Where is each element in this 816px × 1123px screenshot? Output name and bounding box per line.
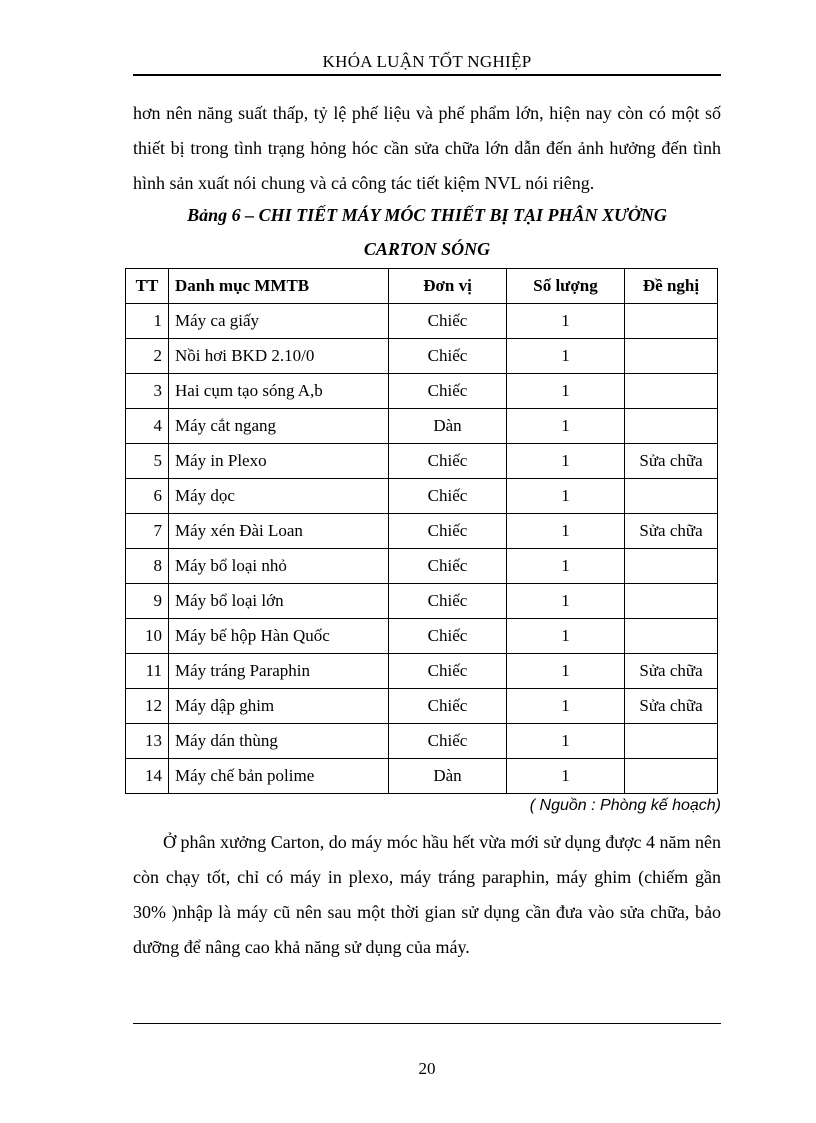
unit-cell: Chiếc: [389, 339, 507, 374]
equipment-name-cell: Hai cụm tạo sóng A,b: [169, 374, 389, 409]
body-paragraph: Ở phân xưởng Carton, do máy móc hầu hết vừa mới sử dụng được 4 năm nên còn chạy tốt, chỉ có máy in plexo, máy tráng paraphin, máy ghim (chiếm gần 30% )nhập là máy cũ nên sau một thời gian sử dụng cần đưa vào sửa chữa, bảo dưỡng để nâng cao khả năng sử dụng của máy.: [133, 832, 721, 957]
equipment-name-cell: Máy bổ loại lớn: [169, 584, 389, 619]
row-number-cell: 1: [126, 304, 169, 339]
table-row: [126, 759, 718, 794]
row-number-cell: 9: [126, 584, 169, 619]
quantity-cell: 1: [507, 479, 625, 514]
header-equipment-name: Danh mục MMTB: [169, 269, 389, 304]
proposal-cell: [625, 724, 718, 759]
quantity-cell: 1: [507, 444, 625, 479]
equipment-name-cell: Máy dập ghim: [169, 689, 389, 724]
proposal-cell: [625, 479, 718, 514]
quantity-cell: 1: [507, 549, 625, 584]
equipment-name-cell: Máy xén Đài Loan: [169, 514, 389, 549]
table-row: [126, 374, 718, 409]
footer-divider: [133, 1023, 721, 1024]
source-note: ( Nguồn : Phòng kế hoạch): [529, 797, 721, 814]
table-header-row: [126, 269, 718, 304]
quantity-cell: 1: [507, 724, 625, 759]
row-number-cell: 2: [126, 339, 169, 374]
table-row: [126, 549, 718, 584]
quantity-cell: 1: [507, 584, 625, 619]
proposal-cell: [625, 619, 718, 654]
row-number-cell: 4: [126, 409, 169, 444]
equipment-name-cell: Máy dọc: [169, 479, 389, 514]
table-row: [126, 409, 718, 444]
proposal-cell: [625, 409, 718, 444]
equipment-name-cell: Máy ca giấy: [169, 304, 389, 339]
unit-cell: Dàn: [389, 759, 507, 794]
table-row: [126, 479, 718, 514]
table-row: [126, 514, 718, 549]
proposal-cell: [625, 584, 718, 619]
equipment-name-cell: Máy dán thùng: [169, 724, 389, 759]
equipment-name-cell: Máy in Plexo: [169, 444, 389, 479]
unit-cell: Chiếc: [389, 304, 507, 339]
unit-cell: Dàn: [389, 409, 507, 444]
equipment-name-cell: Máy chế bản polime: [169, 759, 389, 794]
equipment-name-cell: Máy bế hộp Hàn Quốc: [169, 619, 389, 654]
proposal-cell: [625, 339, 718, 374]
row-number-cell: 3: [126, 374, 169, 409]
table-row: [126, 654, 718, 689]
unit-cell: Chiếc: [389, 444, 507, 479]
table-row: [126, 339, 718, 374]
intro-paragraph: hơn nên năng suất thấp, tỷ lệ phế liệu và phế phẩm lớn, hiện nay còn có một số thiết bị trong tình trạng hỏng hóc cần sửa chữa lớn dẫn đến ảnh hưởng đến tình hình sản xuất nói chung và cả công tác tiết kiệm NVL nói riêng.: [133, 103, 721, 193]
equipment-table: [125, 268, 718, 794]
table-caption-line1: Bảng 6 – CHI TIẾT MÁY MÓC THIẾT BỊ TẠI PHÂN XƯỞNG: [187, 205, 667, 225]
unit-cell: Chiếc: [389, 584, 507, 619]
proposal-cell: Sửa chữa: [625, 689, 718, 724]
quantity-cell: 1: [507, 759, 625, 794]
unit-cell: Chiếc: [389, 724, 507, 759]
proposal-cell: Sửa chữa: [625, 654, 718, 689]
proposal-cell: [625, 304, 718, 339]
table-body: [126, 304, 718, 794]
proposal-cell: [625, 759, 718, 794]
proposal-cell: Sửa chữa: [625, 444, 718, 479]
table-row: [126, 584, 718, 619]
quantity-cell: 1: [507, 409, 625, 444]
quantity-cell: 1: [507, 654, 625, 689]
quantity-cell: 1: [507, 339, 625, 374]
unit-cell: Chiếc: [389, 689, 507, 724]
row-number-cell: 7: [126, 514, 169, 549]
unit-cell: Chiếc: [389, 654, 507, 689]
page-header-title: KHÓA LUẬN TỐT NGHIỆP: [322, 52, 532, 71]
row-number-cell: 13: [126, 724, 169, 759]
row-number-cell: 6: [126, 479, 169, 514]
unit-cell: Chiếc: [389, 374, 507, 409]
row-number-cell: 10: [126, 619, 169, 654]
row-number-cell: 14: [126, 759, 169, 794]
row-number-cell: 5: [126, 444, 169, 479]
unit-cell: Chiếc: [389, 514, 507, 549]
equipment-name-cell: Máy tráng Paraphin: [169, 654, 389, 689]
equipment-name-cell: Máy bổ loại nhỏ: [169, 549, 389, 584]
header-proposal: Đề nghị: [625, 269, 718, 304]
quantity-cell: 1: [507, 374, 625, 409]
quantity-cell: 1: [507, 514, 625, 549]
header-unit: Đơn vị: [389, 269, 507, 304]
quantity-cell: 1: [507, 689, 625, 724]
table-row: [126, 444, 718, 479]
table-caption-line2: CARTON SÓNG: [363, 239, 491, 259]
unit-cell: Chiếc: [389, 549, 507, 584]
proposal-cell: [625, 549, 718, 584]
row-number-cell: 12: [126, 689, 169, 724]
table-row: [126, 724, 718, 759]
table-row: [126, 619, 718, 654]
header-tt: TT: [126, 269, 169, 304]
page-number: 20: [418, 1059, 436, 1078]
quantity-cell: 1: [507, 619, 625, 654]
header-divider: [133, 74, 721, 76]
unit-cell: Chiếc: [389, 479, 507, 514]
row-number-cell: 11: [126, 654, 169, 689]
row-number-cell: 8: [126, 549, 169, 584]
table-row: [126, 689, 718, 724]
equipment-name-cell: Nồi hơi BKD 2.10/0: [169, 339, 389, 374]
equipment-name-cell: Máy cắt ngang: [169, 409, 389, 444]
table-row: [126, 304, 718, 339]
proposal-cell: [625, 374, 718, 409]
unit-cell: Chiếc: [389, 619, 507, 654]
header-quantity: Số lượng: [507, 269, 625, 304]
quantity-cell: 1: [507, 304, 625, 339]
proposal-cell: Sửa chữa: [625, 514, 718, 549]
